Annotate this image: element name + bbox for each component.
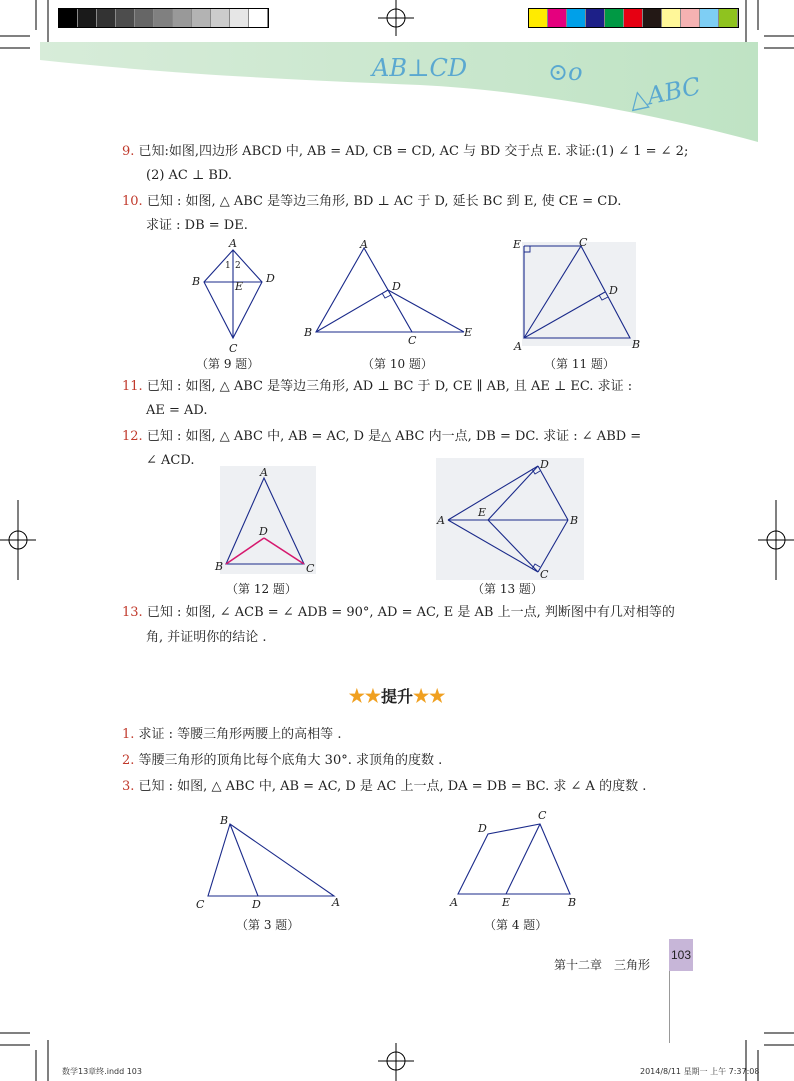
band-symbol-perp: AB⊥CD: [372, 54, 468, 82]
color-swatch: [681, 9, 700, 27]
svg-text:B: B: [304, 326, 313, 339]
svg-text:A: A: [229, 237, 237, 250]
color-swatch: [605, 9, 624, 27]
color-swatch: [529, 9, 548, 27]
svg-text:A: A: [360, 238, 368, 251]
svg-text:E: E: [502, 896, 511, 909]
svg-text:E: E: [478, 506, 487, 519]
svg-text:C: C: [306, 562, 315, 575]
color-swatch: [230, 9, 249, 27]
figure-ex3: [192, 810, 352, 914]
figure-11: [508, 232, 648, 352]
chapter-title: 第十二章 三角形: [554, 958, 651, 972]
svg-text:E: E: [235, 280, 244, 293]
header-band: [0, 30, 794, 150]
question-10-line1: 10. 已知 : 如图, △ ABC 是等边三角形, BD ⊥ AC 于 D, 延长 BC 到 E, 使 CE = CD.: [122, 194, 622, 209]
svg-text:A: A: [437, 514, 445, 527]
svg-text:C: C: [538, 809, 547, 822]
question-9-line1: 9. 已知:如图,四边形 ABCD 中, AB = AD, CB = CD, AC 与 BD 交于点 E. 求证:(1) ∠ 1 = ∠ 2;: [122, 144, 689, 159]
color-swatch: [154, 9, 173, 27]
svg-text:D: D: [609, 284, 618, 297]
question-13-line1: 13. 已知 : 如图, ∠ ACB = ∠ ADB = 90°, AD = AC, E 是 AB 上一点, 判断图中有几对相等的: [122, 605, 675, 620]
svg-text:D: D: [392, 280, 401, 293]
star-icon: ★★: [413, 686, 446, 707]
caption-ex4: （第 4 题）: [484, 918, 548, 932]
band-symbol-triangle: △ABC: [626, 71, 704, 115]
page-tab-line: [669, 971, 694, 1043]
svg-text:E: E: [464, 326, 473, 339]
svg-text:D: D: [540, 458, 549, 471]
svg-text:A: A: [260, 466, 268, 479]
svg-text:B: B: [215, 560, 224, 573]
svg-text:A: A: [332, 896, 340, 909]
svg-text:B: B: [220, 814, 229, 827]
svg-text:B: B: [632, 338, 641, 351]
caption-fig12: （第 12 题）: [226, 582, 297, 596]
color-swatch: [211, 9, 230, 27]
color-swatch: [700, 9, 719, 27]
caption-ex3: （第 3 题）: [236, 918, 300, 932]
color-swatch: [624, 9, 643, 27]
caption-fig10: （第 10 题）: [362, 357, 433, 371]
svg-text:B: B: [192, 275, 201, 288]
svg-text:C: C: [408, 334, 417, 347]
svg-text:A: A: [450, 896, 458, 909]
svg-text:A: A: [514, 340, 522, 352]
gray-color-bar: [58, 8, 269, 28]
svg-text:D: D: [478, 822, 487, 835]
caption-fig9: （第 9 题）: [196, 357, 260, 371]
color-swatch: [135, 9, 154, 27]
file-info: 数学13章终.indd 103: [62, 1067, 142, 1076]
svg-text:2: 2: [235, 261, 241, 271]
question-13-line2: 角, 并证明你的结论 .: [146, 630, 267, 645]
svg-text:D: D: [259, 525, 268, 538]
caption-fig11: （第 11 题）: [544, 357, 615, 371]
color-swatch: [192, 9, 211, 27]
svg-text:C: C: [196, 898, 205, 911]
color-swatch: [567, 9, 586, 27]
question-9-line2: (2) AC ⊥ BD.: [146, 168, 233, 183]
question-12-line2: ∠ ACD.: [146, 453, 195, 468]
color-swatch: [97, 9, 116, 27]
question-10-line2: 求证 : DB = DE.: [146, 218, 248, 233]
svg-text:B: B: [570, 514, 579, 527]
svg-text:D: D: [266, 272, 275, 285]
section-heading: [0, 684, 794, 707]
color-swatch: [116, 9, 135, 27]
figure-ex4: [444, 806, 584, 914]
color-swatch: [173, 9, 192, 27]
color-swatch: [643, 9, 662, 27]
svg-text:E: E: [513, 238, 522, 251]
svg-text:1: 1: [225, 261, 231, 271]
band-symbol-circle: ⊙o: [548, 58, 583, 86]
color-swatch: [59, 9, 78, 27]
color-swatch: [586, 9, 605, 27]
section-title: 提升: [380, 687, 413, 706]
print-timestamp: 2014/8/11 星期一 上午 7:37:08: [640, 1067, 760, 1076]
figure-9: [190, 236, 280, 356]
color-swatch: [662, 9, 681, 27]
caption-fig13: （第 13 题）: [472, 582, 543, 596]
figure-12: [210, 462, 320, 578]
color-swatch: [548, 9, 567, 27]
svg-text:C: C: [579, 236, 588, 249]
color-swatch: [719, 9, 738, 27]
svg-text:C: C: [229, 342, 238, 355]
exercise-2: 2. 等腰三角形的顶角比每个底角大 30°. 求顶角的度数 .: [122, 753, 443, 768]
exercise-1: 1. 求证 : 等腰三角形两腰上的高相等 .: [122, 727, 342, 742]
exercise-3: 3. 已知 : 如图, △ ABC 中, AB = AC, D 是 AC 上一点, DA = DB = BC. 求 ∠ A 的度数 .: [122, 779, 647, 794]
question-11-line1: 11. 已知 : 如图, △ ABC 是等边三角形, AD ⊥ BC 于 D, CE ∥ AB, 且 AE ⊥ EC. 求证 :: [122, 379, 633, 394]
color-swatch: [78, 9, 97, 27]
cmyk-color-bar: [528, 8, 739, 28]
figure-10: [300, 236, 480, 348]
question-11-line2: AE = AD.: [146, 403, 208, 418]
color-swatch: [249, 9, 268, 27]
figure-13: [432, 456, 588, 582]
svg-text:C: C: [540, 568, 549, 581]
svg-text:B: B: [568, 896, 577, 909]
question-12-line1: 12. 已知 : 如图, △ ABC 中, AB = AC, D 是△ ABC 内一点, DB = DC. 求证 : ∠ ABD =: [122, 429, 642, 444]
page-number: 103: [669, 939, 693, 971]
star-icon: ★★: [348, 686, 381, 707]
svg-text:D: D: [252, 898, 261, 911]
